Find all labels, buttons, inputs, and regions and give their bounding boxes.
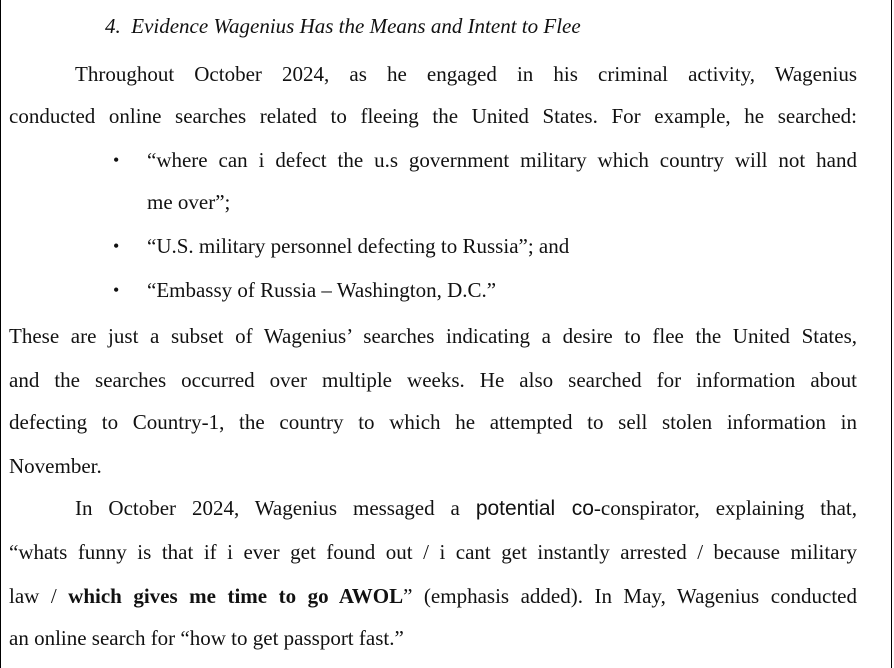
section-heading — [105, 14, 581, 39]
para3-line4: an online search for “how to get passport fast.” — [9, 626, 404, 650]
para3-line1-text-c: -conspirator, explaining that, — [593, 496, 858, 520]
para1-line1: Throughout October 2024, as he engaged in his criminal activity, Wagenius — [75, 62, 857, 86]
para2-line1: These are just a subset of Wagenius’ searches indicating a desire to flee the United States, — [9, 324, 857, 348]
para1-line2: conducted online searches related to fleeing the United States. For example, he searched: — [9, 104, 857, 128]
bullet-marker: • — [113, 236, 120, 256]
bullet-marker: • — [113, 280, 120, 300]
bullet-marker: • — [113, 150, 120, 170]
para3-line2: “whats funny is that if i ever get found out / i cant get instantly arrested / because military — [9, 540, 857, 564]
para3-line3-text-a: law / — [9, 584, 69, 608]
bullet-item-1-line2: me over”; — [147, 190, 231, 214]
section-number: 4. — [105, 14, 121, 38]
section-title: Evidence Wagenius Has the Means and Intent to Flee — [131, 14, 581, 38]
para3-line1-text-sans: potential co — [475, 497, 594, 520]
bullet-item-3: “Embassy of Russia – Washington, D.C.” — [147, 278, 497, 302]
para2-line4: November. — [9, 454, 102, 478]
bullet-item-2: “U.S. military personnel defecting to Russia”; and — [147, 234, 570, 258]
bullet-item-1-line1: “where can i defect the u.s government military which country will not hand — [147, 148, 857, 172]
para2-line2: and the searches occurred over multiple weeks. He also searched for information about — [9, 368, 857, 392]
emphasis-text: which gives me time to go AWOL — [68, 584, 404, 608]
para3-line3-text-b: ” (emphasis added). In May, Wagenius conducted — [403, 584, 858, 608]
para3-line1 — [75, 496, 857, 521]
para2-line3: defecting to Country-1, the country to which he attempted to sell stolen information in — [9, 410, 857, 434]
para3-line3 — [9, 584, 857, 608]
para3-line1-text-a: In October 2024, Wagenius messaged a — [75, 496, 460, 520]
